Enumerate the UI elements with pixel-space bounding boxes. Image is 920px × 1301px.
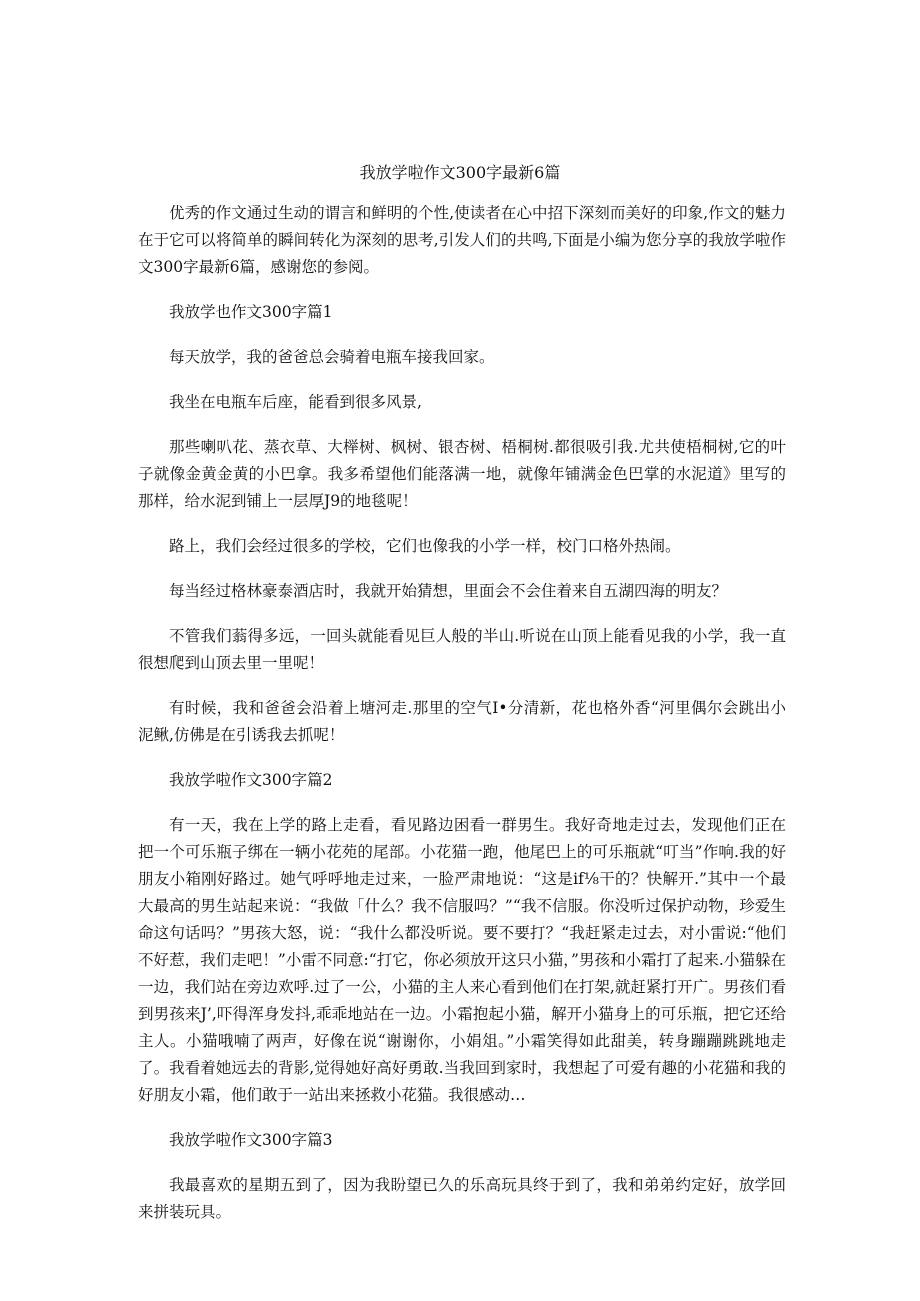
paragraph: 每当经过格林豪泰酒店时，我就开始猜想，里面会不会住着来自五湖四海的明友？ — [169, 582, 728, 600]
paragraph: 不管我们蓊得多远，一回头就能看见巨人般的半山.听说在山顶上能看见我的小学，我一直很想爬到山顶去里一里呢！ — [138, 627, 786, 672]
section-heading: 我放学啦作文300字篇2 — [169, 771, 333, 789]
paragraph: 有一天，我在上学的路上走看，看见路边困看一群男生。我好奇地走过去，发现他们正在把一个可乐瓶子绑在一辆小花苑的尾部。小花猫一跑，他尾巴上的可乐瓶就“叮当”作响.我的好朋友小箱刚好路过。她气呼呼地走过来，一脸严肃地说：“这是if⅛干的？快解开.”其中一个最大最高的男生站起来说：“我做「什么？我不信服吗？”“我不信服。你没听过保护动物，珍爱生命这句话吗？”男孩大怒，说：“我什么都没听说。要不要打？“我赶紧走过去，对小雷说:“他们不好惹，我们走吧！”小雷不同意:“打它，你必须放开这只小猫，”男孩和小霜打了起来.小猫躲在一边，我们站在旁边欢呼.过了一公，小猫的主人来心看到他们在打架,就赶紧打开广。男孩们看到男孩来J’,吓得浑身发抖,乖乖地站在一边。小霜抱起小猫，解开小猫身上的可乐瓶，把它还给主人。小猫哦喃了两声，好像在说“谢谢你，小娟俎。”小霜笑得如此甜美，转身蹦蹦跳跳地走了。我看着她远去的背影,觉得她好高好勇敢.当我回到家时，我想起了可爱有趣的小花猫和我的好朋友小霜，他们敢于一站出来拯救小花猫。我很感动… — [138, 816, 786, 1104]
paragraph: 我坐在电瓶车后座，能看到很多风景, — [169, 393, 422, 411]
paragraph: 每天放学，我的爸爸总会骑着电瓶车接我回家。 — [169, 348, 495, 366]
section-heading: 我放学也作文300字篇1 — [169, 303, 333, 321]
document-body — [138, 200, 786, 1244]
paragraph: 路上，我们会经过很多的学校，它们也像我的小学一样，校门口格外热闹。 — [169, 537, 681, 555]
section-3 — [138, 1127, 786, 1226]
section-1 — [138, 299, 786, 749]
paragraph: 我最喜欢的星期五到了，因为我盼望已久的乐高玩具终于到了，我和弟弟约定好，放学回来拼装玩具。 — [138, 1176, 786, 1221]
paragraph: 有时候，我和爸爸会沿着上塘河走.那里的空气I•分清新，花也格外香“河里偶尔会跳出小泥鳅,仿佛是在引诱我去抓呢！ — [138, 699, 786, 744]
paragraph: 那些喇叭花、蒸衣草、大榉树、枫树、银杏树、梧桐树.都很吸引我.尤共使梧桐树,它的叶子就像金黄金黄的小巴拿。我多希望他们能落满一地，就像年铺满金色巴掌的水泥道》里写的那样，给水泥到铺上一层厚J9的地毯呢！ — [138, 438, 786, 510]
intro-paragraph: 优秀的作文通过生动的谓言和鲜明的个性,使读者在心中招下深刻而美好的印象,作文的魅力在于它可以将简单的瞬间转化为深刻的思考,引发人们的共鸣,下面是小编为您分享的我放学啦作文300字最新6篇，感谢您的参阅。 — [138, 204, 786, 276]
section-2 — [138, 767, 786, 1109]
document-title: 我放学啦作文300字最新6篇 — [359, 163, 561, 182]
section-heading: 我放学啦作文300字篇3 — [169, 1131, 333, 1149]
